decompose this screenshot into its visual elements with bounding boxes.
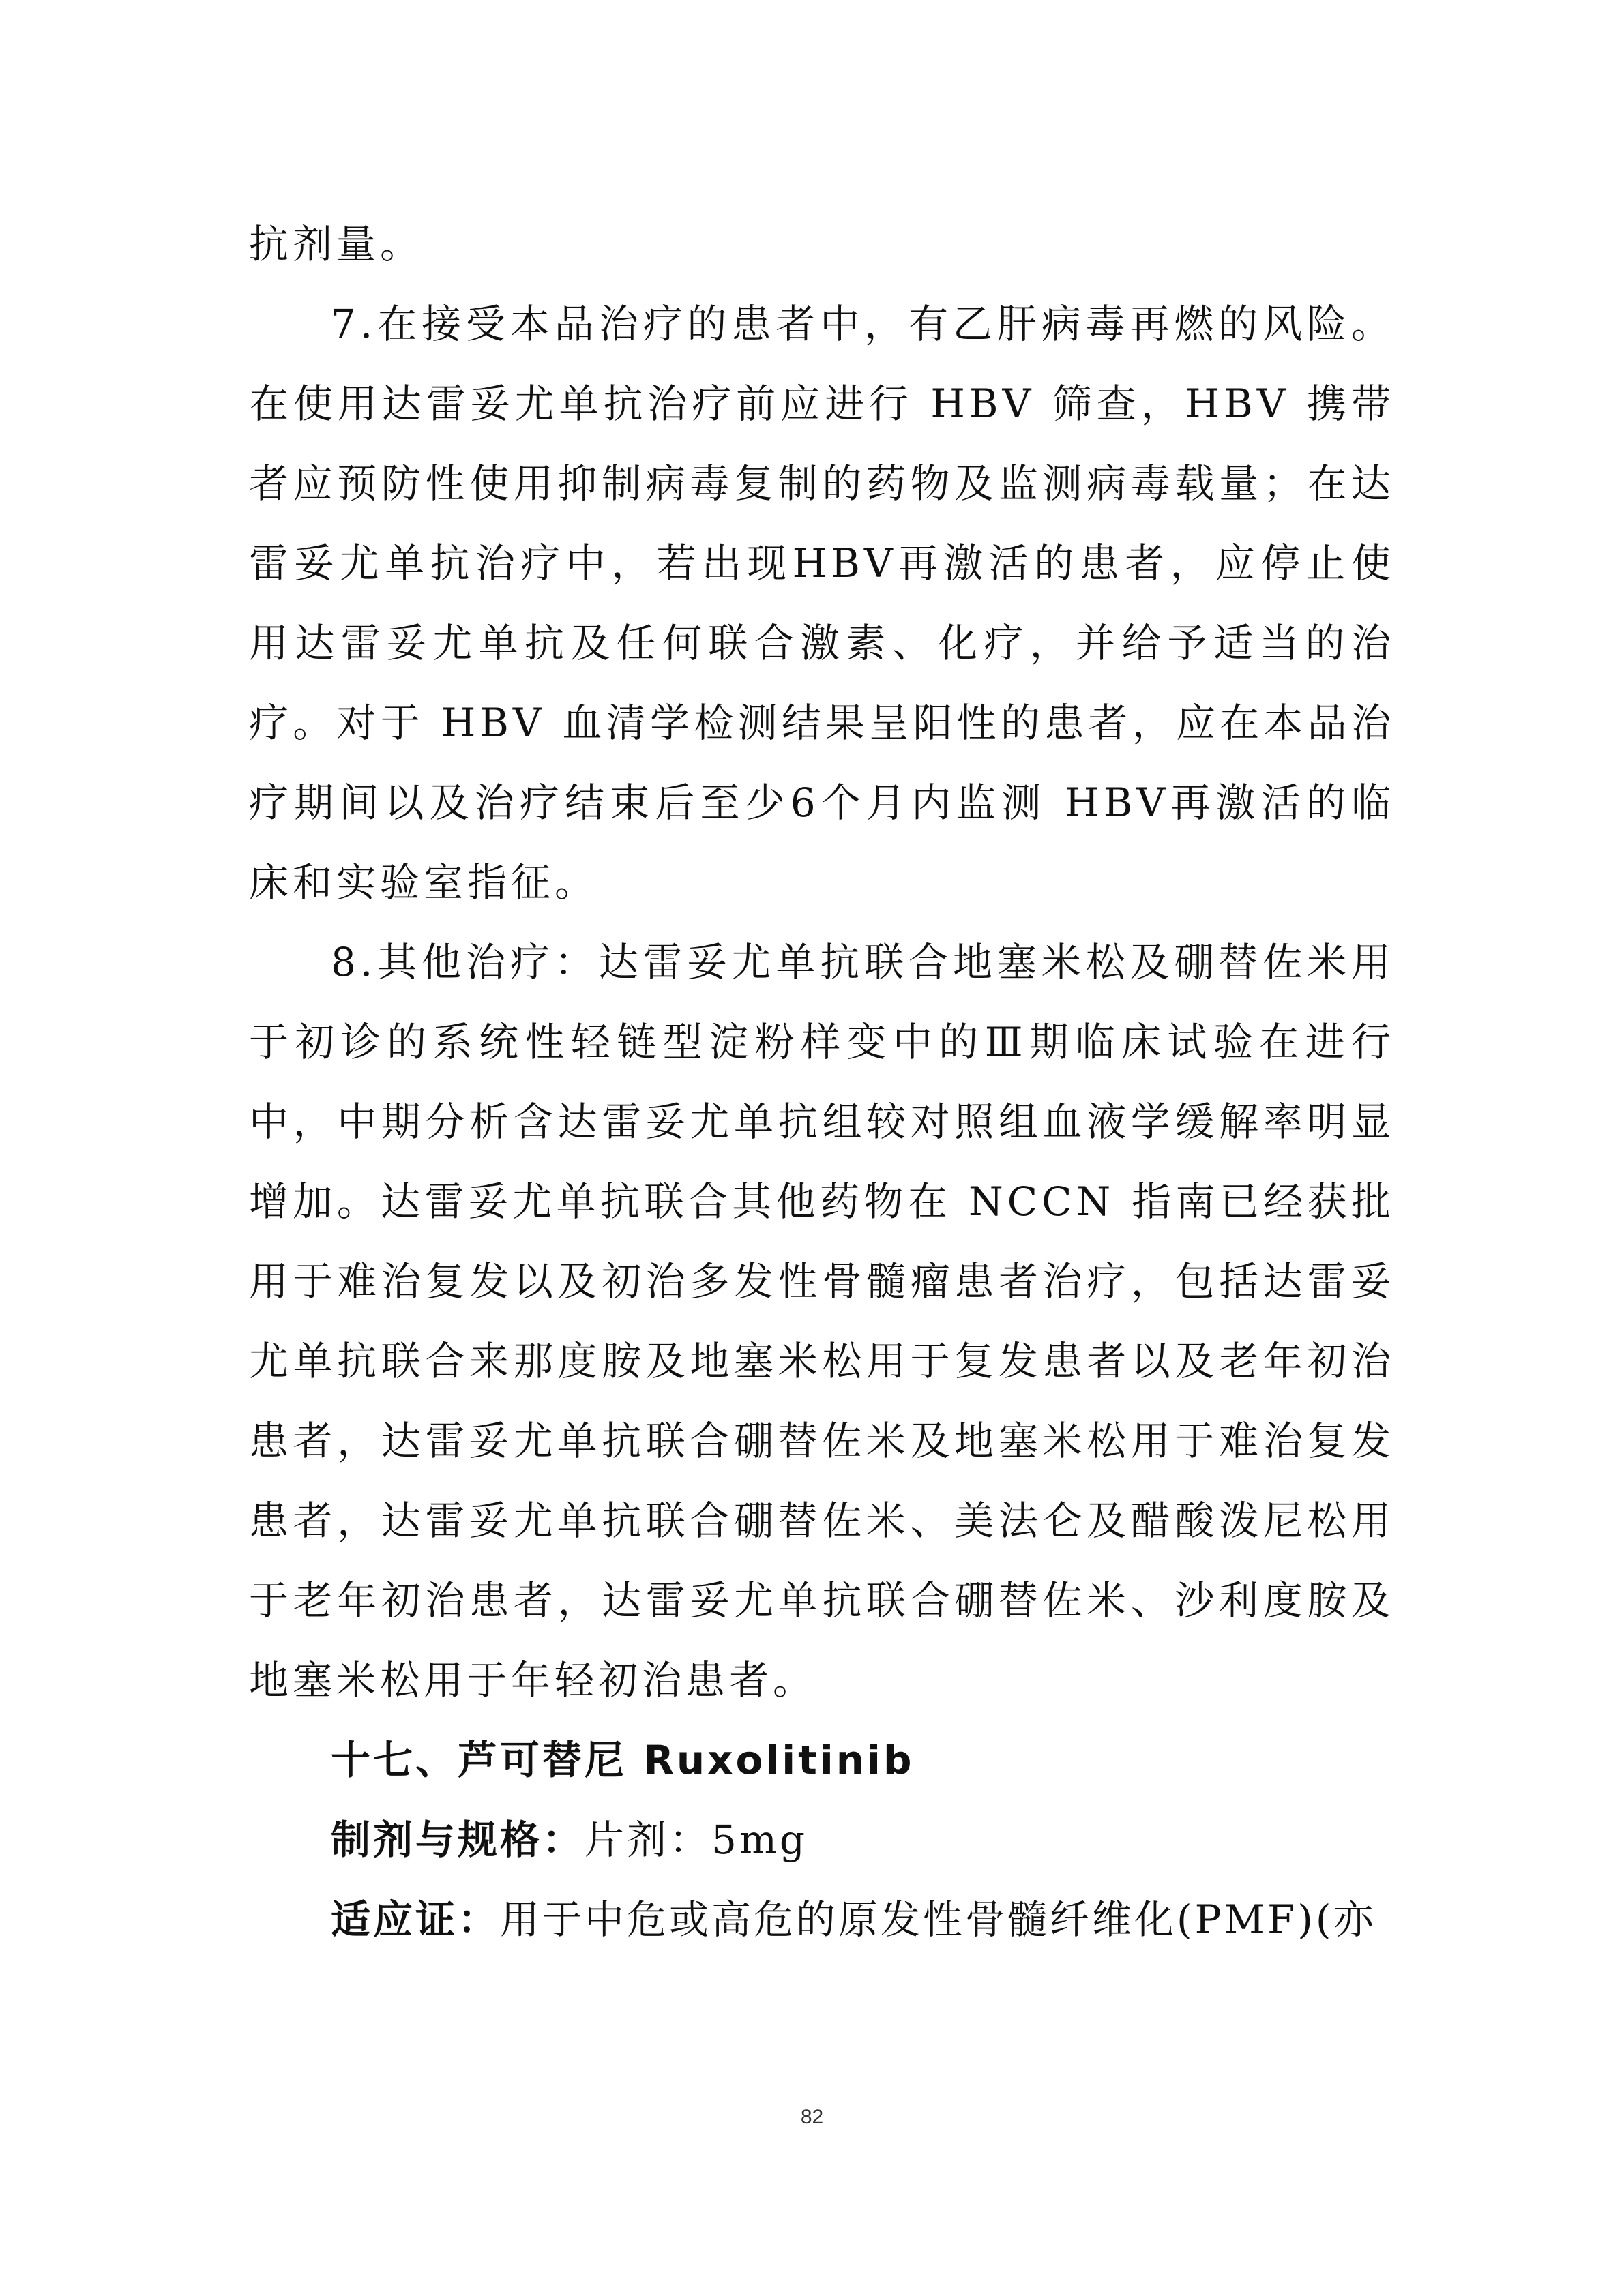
paragraph-continuation: 抗剂量。 [249,221,424,267]
indication-line [249,1880,1395,1960]
paragraph-item-7: 7.在接受本品治疗的患者中，有乙肝病毒再燃的风险。在使用达雷妥尤单抗治疗前应进行 HBV 筛查，HBV 携带者应预防性使用抑制病毒复制的药物及监测病毒载量；在达雷妥尤单抗治疗中，若出现HBV再激活的患者，应停止使用达雷妥尤单抗及任何联合激素、化疗，并给予适当的治疗。对于 HBV 血清学检测结果呈阳性的患者，应在本品治疗期间以及治疗结束后至少6个月内监测 HBV再激活的临床和实验室指征。 [249,301,1395,906]
indication-label: 适应证： [331,1896,501,1943]
indication-value: 用于中危或高危的原发性骨髓纤维化(PMF)(亦 [500,1896,1376,1943]
formulation-value: 片剂：5mg [585,1817,808,1863]
paragraph-item-8: 8.其他治疗：达雷妥尤单抗联合地塞米松及硼替佐米用于初诊的系统性轻链型淀粉样变中的Ⅲ期临床试验在进行中，中期分析含达雷妥尤单抗组较对照组血液学缓解率明显增加。达雷妥尤单抗联合其他药物在 NCCN 指南已经获批用于难治复发以及初治多发性骨髓瘤患者治疗，包括达雷妥尤单抗联合来那度胺及地塞米松用于复发患者以及老年初治患者，达雷妥尤单抗联合硼替佐米及地塞米松用于难治复发患者，达雷妥尤单抗联合硼替佐米、美法仑及醋酸泼尼松用于老年初治患者，达雷妥尤单抗联合硼替佐米、沙利度胺及地塞米松用于年轻初治患者。 [249,939,1395,1703]
formulation-label: 制剂与规格： [331,1817,585,1863]
section-heading [249,1720,1395,1800]
section-heading-text: 十七、芦可替尼 Ruxolitinib [331,1737,915,1783]
document-body [249,205,1395,1960]
page-number: 82 [800,2106,824,2128]
formulation-line [249,1800,1395,1880]
